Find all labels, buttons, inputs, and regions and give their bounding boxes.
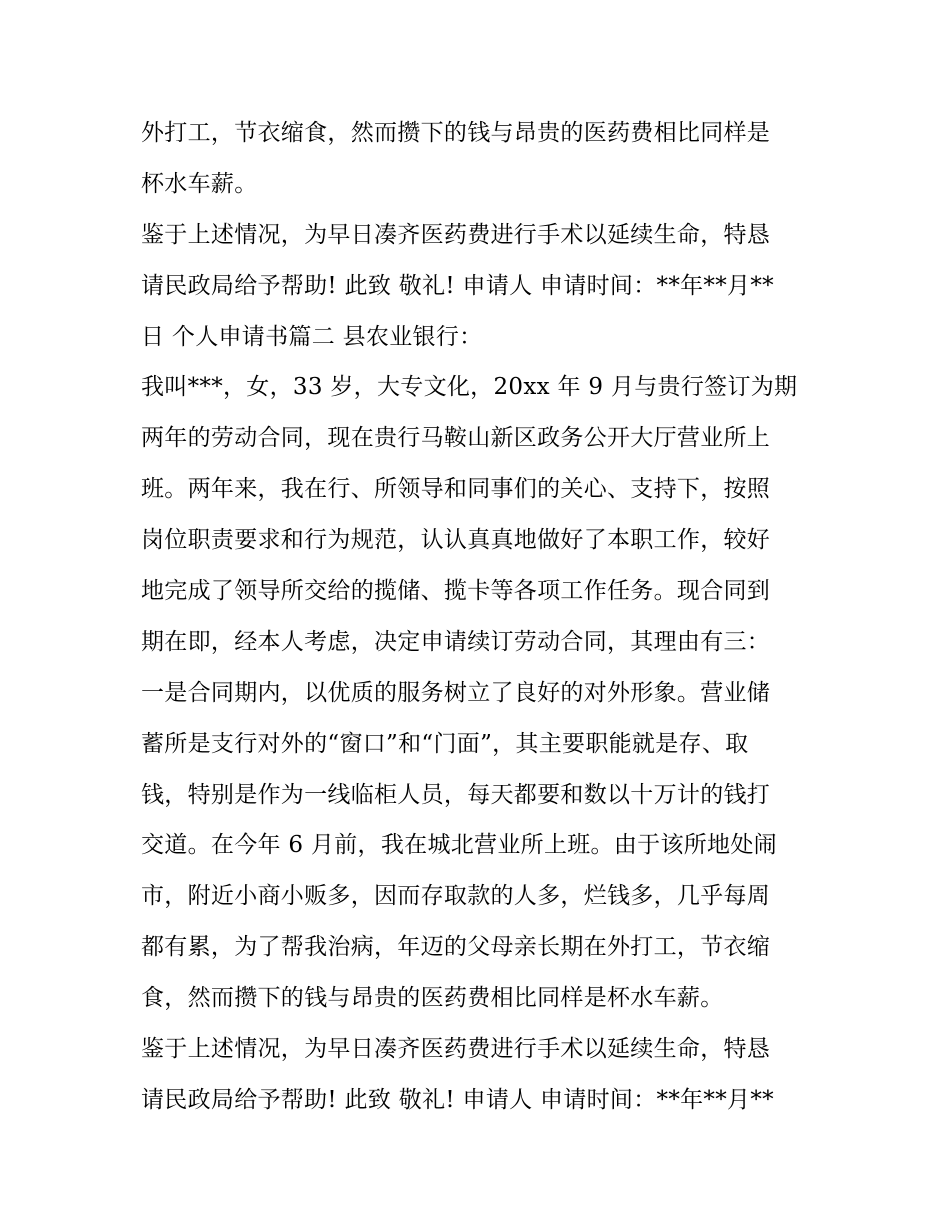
text-line: 岗位职责要求和行为规范，认认真真地做好了本职工作，较好 bbox=[141, 527, 771, 554]
text-line: 交道。在今年 6 月前，我在城北营业所上班。由于该所地处闹 bbox=[141, 832, 777, 859]
text-line: 市，附近小商小贩多，因而存取款的人多，烂钱多，几乎每周 bbox=[141, 883, 771, 910]
text-line: 都有累，为了帮我治病，年迈的父母亲长期在外打工，节衣缩 bbox=[141, 934, 771, 961]
text-line: 期在即，经本人考虑，决定申请续订劳动合同，其理由有三： bbox=[141, 628, 771, 655]
text-line: 我叫***，女，33 岁，大专文化，20xx 年 9 月与贵行签订为期 bbox=[141, 374, 798, 401]
text-line: 请民政局给予帮助! 此致 敬礼! 申请人 申请时间：**年**月** bbox=[141, 272, 774, 299]
text-line: 一是合同期内，以优质的服务树立了良好的对外形象。营业储 bbox=[141, 679, 771, 706]
text-line: 外打工，节衣缩食，然而攒下的钱与昂贵的医药费相比同样是 bbox=[141, 120, 771, 146]
text-line: 鉴于上述情况，为早日凑齐医药费进行手术以延续生命，特恳 bbox=[141, 221, 771, 248]
text-line: 杯水车薪。 bbox=[141, 170, 258, 197]
text-line: 请民政局给予帮助! 此致 敬礼! 申请人 申请时间：**年**月** bbox=[141, 1086, 774, 1113]
text-line: 日 个人申请书篇二 县农业银行： bbox=[141, 323, 483, 350]
text-line: 地完成了领导所交给的揽储、揽卡等各项工作任务。现合同到 bbox=[141, 578, 771, 605]
text-line: 蓄所是支行对外的“窗口”和“门面”，其主要职能就是存、取 bbox=[141, 730, 749, 757]
text-line: 班。两年来，我在行、所领导和同事们的关心、支持下，按照 bbox=[141, 476, 771, 503]
text-line: 鉴于上述情况，为早日凑齐医药费进行手术以延续生命，特恳 bbox=[141, 1036, 771, 1063]
text-line: 钱，特别是作为一线临柜人员，每天都要和数以十万计的钱打 bbox=[141, 781, 771, 808]
body-text bbox=[141, 108, 821, 1126]
text-line: 食，然而攒下的钱与昂贵的医药费相比同样是杯水车薪。 bbox=[141, 985, 724, 1012]
text-line: 两年的劳动合同，现在贵行马鞍山新区政务公开大厅营业所上 bbox=[141, 425, 771, 452]
